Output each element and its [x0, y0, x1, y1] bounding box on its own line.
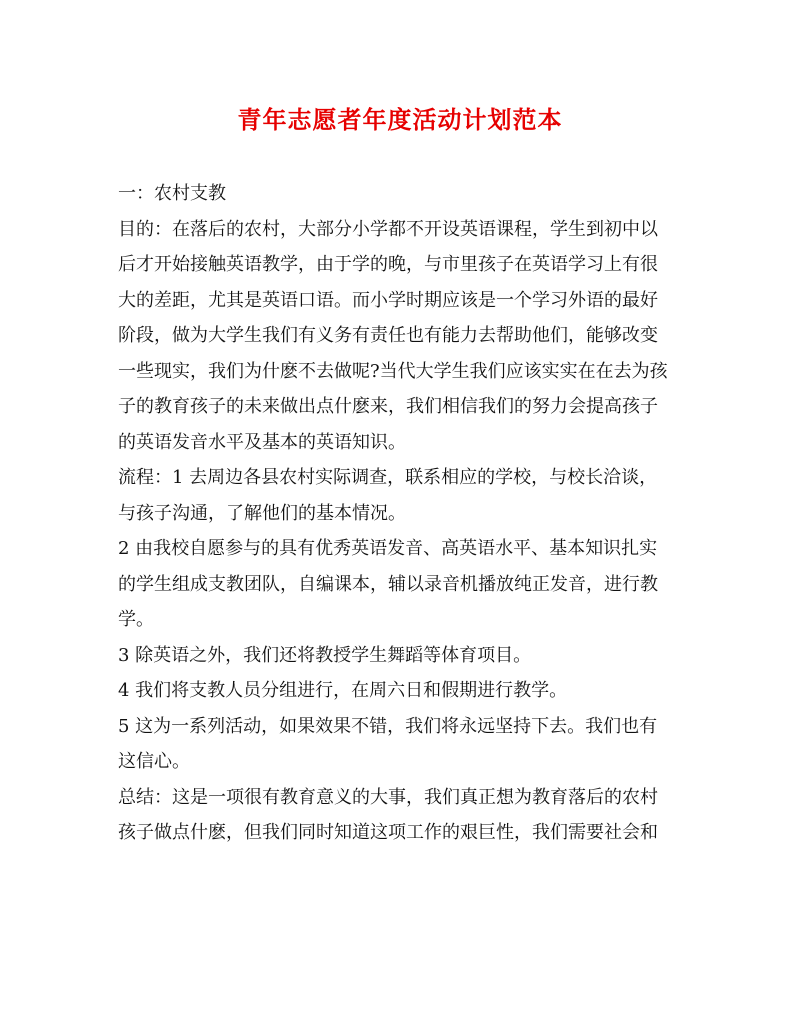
text-line: 大的差距，尤其是英语口语。而小学时期应该是一个学习外语的最好 [118, 289, 658, 311]
text-line: 3 除英语之外，我们还将教授学生舞蹈等体育项目。 [118, 644, 532, 666]
text-line: 一：农村支教 [118, 183, 226, 204]
text-line: 目的：在落后的农村，大部分小学都不开设英语课程，学生到初中以 [118, 218, 658, 240]
text-line: 总结：这是一项很有教育意义的大事，我们真正想为教育落后的农村 [118, 786, 658, 808]
text-line: 与孩子沟通，了解他们的基本情况。 [118, 502, 406, 524]
document-title: 青年志愿者年度活动计划范本 [237, 105, 563, 134]
text-line: 孩子做点什麽，但我们同时知道这项工作的艰巨性，我们需要社会和 [118, 822, 658, 843]
text-line: 一些现实，我们为什麽不去做呢?当代大学生我们应该实实在在去为孩 [118, 360, 668, 382]
text-line: 4 我们将支教人员分组进行，在周六日和假期进行教学。 [118, 680, 568, 701]
text-line: 后才开始接触英语教学，由于学的晚，与市里孩子在英语学习上有很 [118, 254, 658, 275]
text-line: 的学生组成支教团队，自编课本，辅以录音机播放纯正发音，进行教 [118, 573, 658, 595]
text-line: 学。 [118, 609, 154, 630]
text-line: 2 由我校自愿参与的具有优秀英语发音、高英语水平、基本知识扎实 [118, 538, 658, 559]
text-line: 5 这为一系列活动，如果效果不错，我们将永远坚持下去。我们也有 [118, 715, 658, 737]
text-line: 流程：1 去周边各县农村实际调查，联系相应的学校，与校长洽谈， [118, 467, 658, 488]
text-line: 阶段，做为大学生我们有义务有责任也有能力去帮助他们，能够改变 [118, 325, 658, 346]
text-line: 子的教育孩子的未来做出点什麽来，我们相信我们的努力会提高孩子 [118, 396, 658, 417]
text-line: 的英语发音水平及基本的英语知识。 [118, 431, 406, 453]
text-line: 这信心。 [118, 751, 190, 772]
document-body [118, 176, 684, 851]
